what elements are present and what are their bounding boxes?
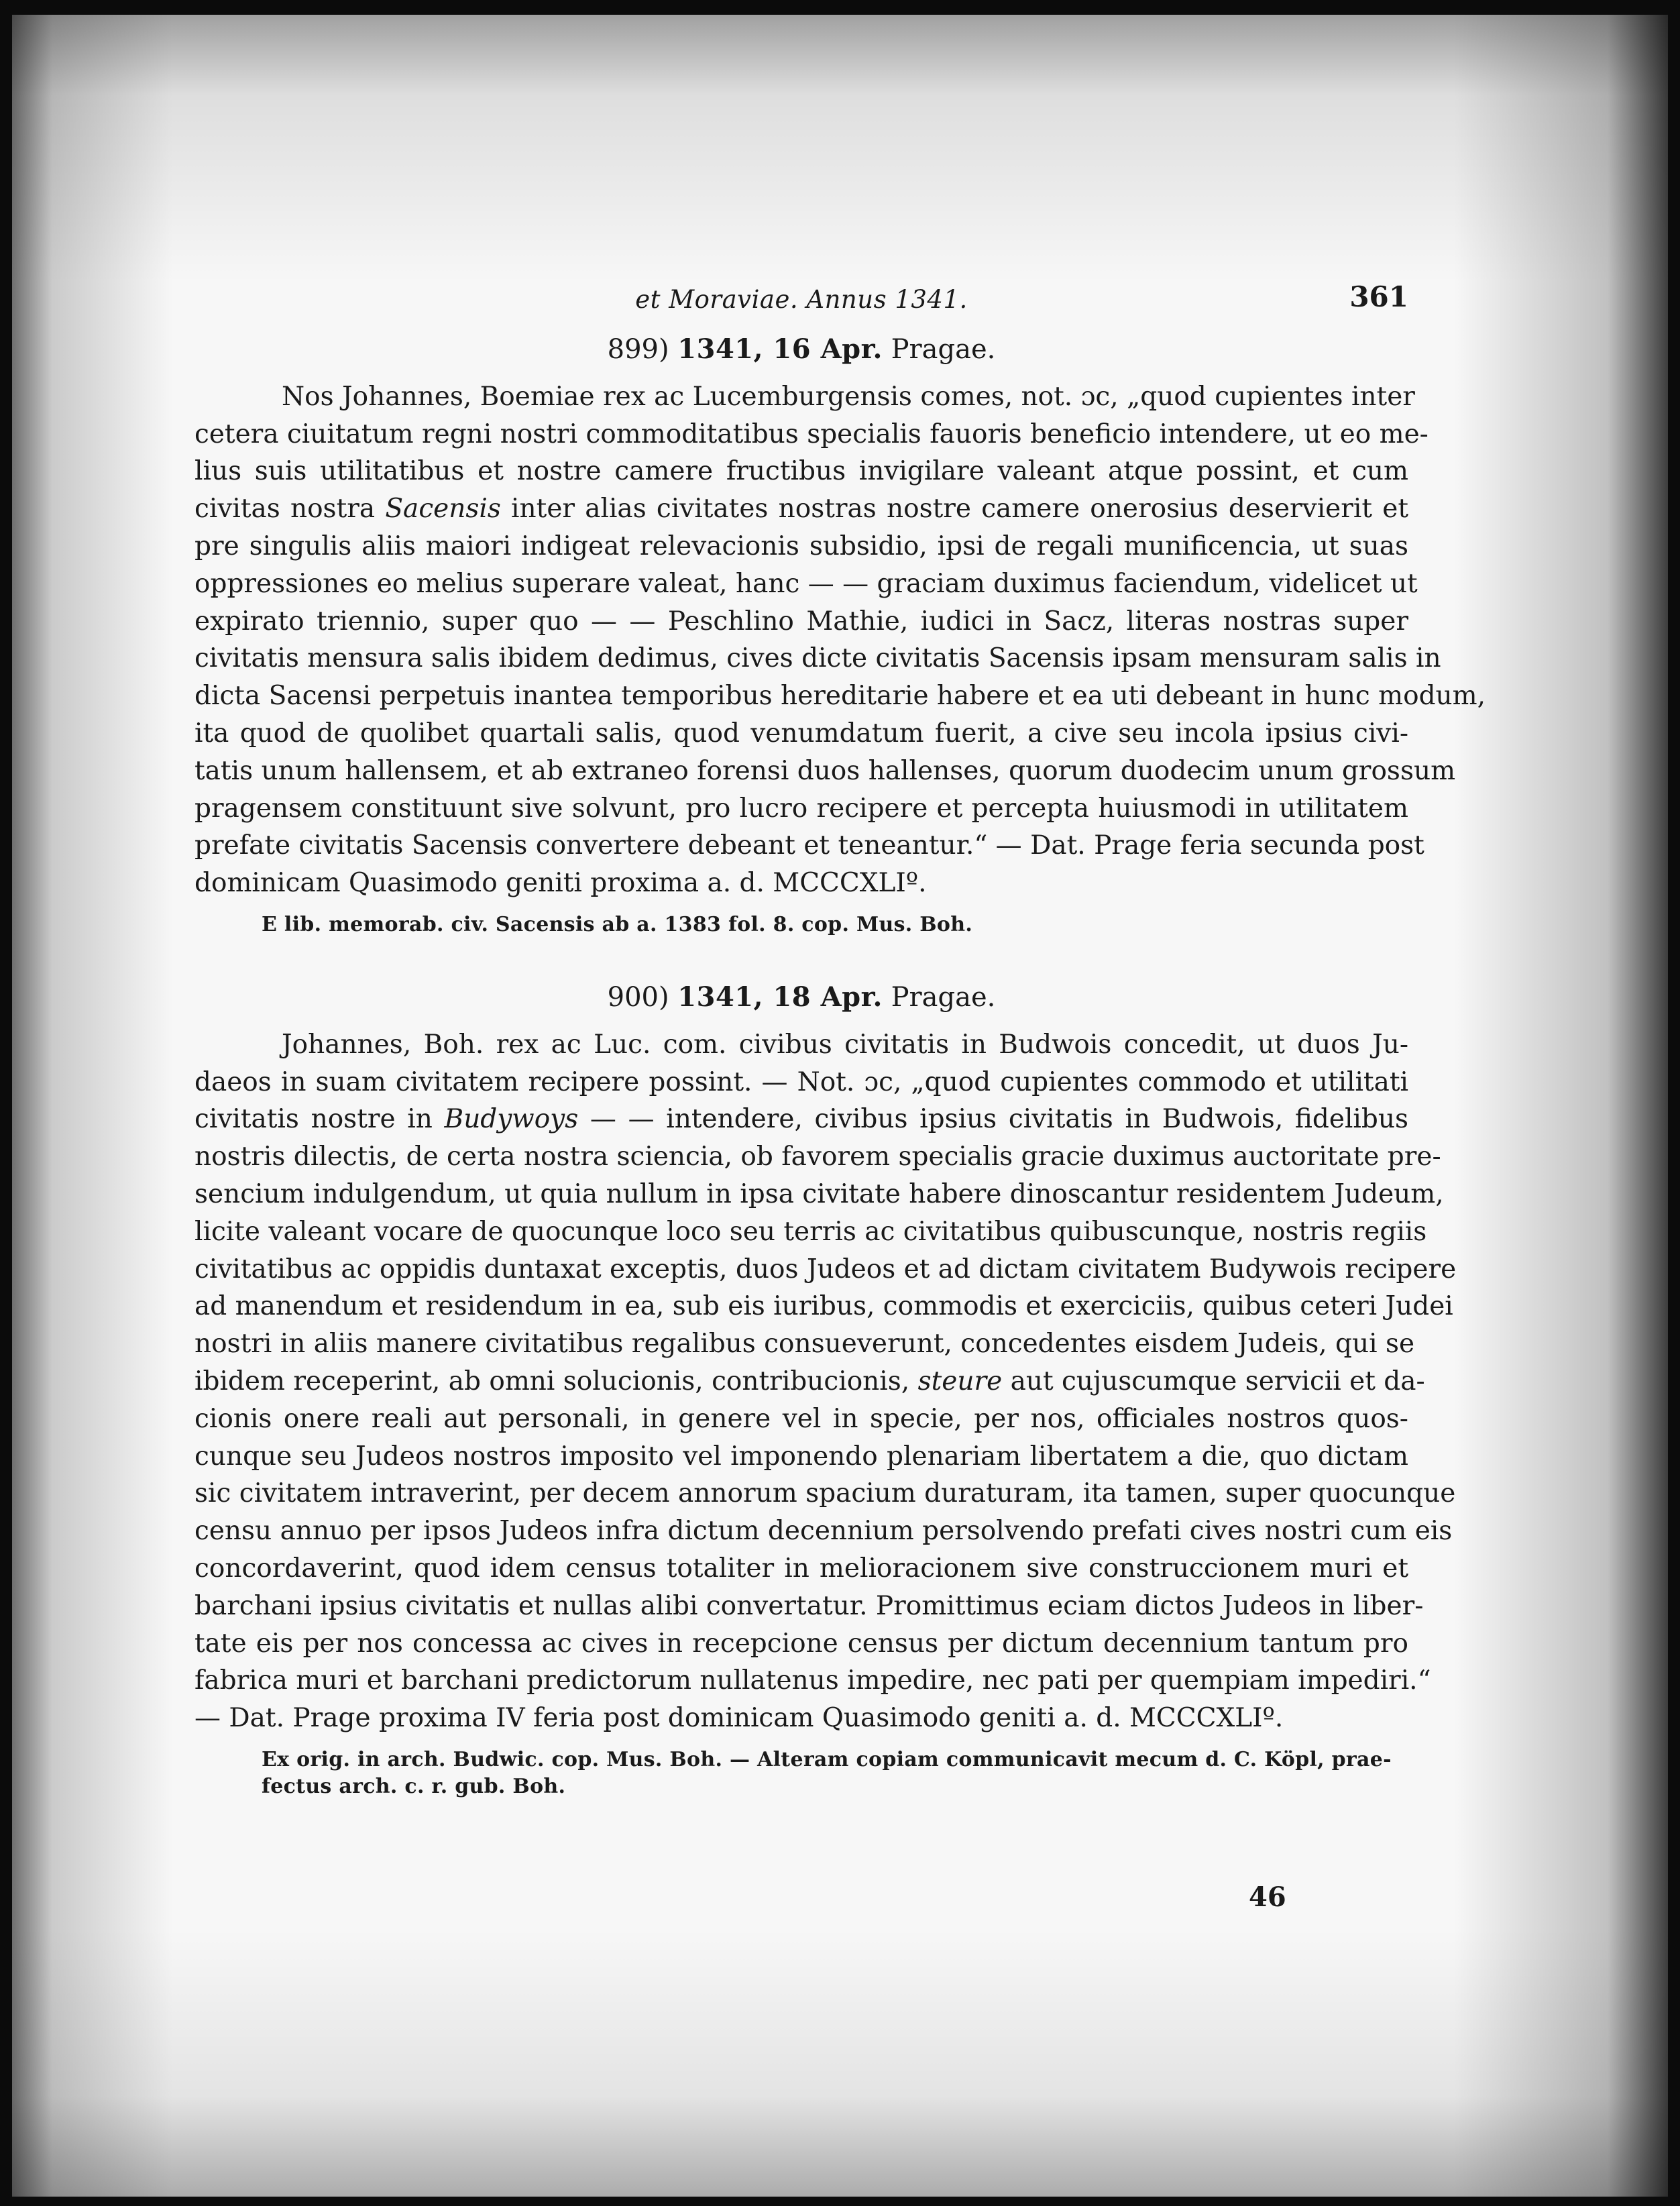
- entry-gap: [194, 938, 1408, 973]
- text-line: [194, 1363, 1425, 1400]
- page-header: [194, 278, 1408, 325]
- text-line: nostris dilectis, de certa nostra sciencia, ob favorem specialis gracie duximus auctoritate pre-: [194, 1142, 1441, 1172]
- book-page: [194, 278, 1486, 1800]
- text-line: Johannes, Boh. rex ac Luc. com. civibus civitatis in Budwois concedit, ut duos Ju-: [282, 1029, 1408, 1060]
- text-line: sic civitatem intraverint, per decem annorum spacium duraturam, ita tamen, super quocunque: [194, 1478, 1456, 1509]
- text-line: dicta Sacensi perpetuis inantea temporibus hereditarie habere et ea uti debeant in hunc modum,: [194, 681, 1486, 712]
- text-line: daeos in suam civitatem recipere possint. — Not. ɔc, „quod cupientes commodo et utilitati: [194, 1066, 1408, 1097]
- text-line: fabrica muri et barchani predictorum nullatenus impedire, nec pati per quempiam impediri.“: [194, 1665, 1431, 1696]
- text-line: tate eis per nos concessa ac cives in recepcione census per dictum decennium tantum pro: [194, 1628, 1408, 1659]
- text-line: concordaverint, quod idem census totaliter in melioracionem sive construccionem muri et: [194, 1553, 1408, 1584]
- text-line: nostri in aliis manere civitatibus regalibus consueverunt, concedentes eisdem Judeis, qui se: [194, 1329, 1415, 1360]
- running-title: et Moraviae. Annus 1341.: [635, 285, 968, 314]
- text-line: — Dat. Prage proxima IV feria post dominicam Quasimodo geniti a. d. MCCCXLIº.: [194, 1703, 1284, 1734]
- italic-term: steure: [917, 1366, 1003, 1396]
- page-number: 361: [1349, 280, 1408, 313]
- text-line: lius suis utilitatibus et nostre camere fructibus invigilare valeant atque possint, et cum: [194, 456, 1408, 487]
- text-line: civitatis mensura salis ibidem dedimus, cives dicte civitatis Sacensis ipsam mensuram salis in: [194, 643, 1441, 674]
- text-line: prefate civitatis Sacensis convertere debeant et teneantur.“ — Dat. Prage feria secunda post: [194, 830, 1424, 861]
- text-line: sencium indulgendum, ut quia nullum in ipsa civitate habere dinoscantur residentem Judeum,: [194, 1178, 1444, 1209]
- text-line: dominicam Quasimodo geniti proxima a. d. MCCCXLIº.: [194, 868, 927, 899]
- text-line-end: — — intendere, civibus ipsius civitatis in Budwois, fidelibus: [578, 1104, 1408, 1135]
- entry-place: Pragae.: [891, 981, 996, 1013]
- text-line-end: inter alias civitates nostras nostre camere onerosius deservierit et: [500, 494, 1408, 525]
- entry-heading-899: [194, 331, 1408, 369]
- text-line-end: aut cujuscumque servicii et da-: [1002, 1366, 1425, 1396]
- text-line: cetera ciuitatum regni nostri commoditatibus specialis fauoris beneficio intendere, ut eo me-: [194, 419, 1429, 449]
- text-line: barchani ipsius civitatis et nullas alibi convertatur. Promittimus eciam dictos Judeos in liber-: [194, 1590, 1424, 1621]
- text-line: tatis unum hallensem, et ab extraneo forensi duos hallenses, quorum duodecim unum grossum: [194, 755, 1456, 786]
- italic-place-name: Budywoys: [444, 1104, 579, 1135]
- text-line-start: civitatis nostre in: [194, 1104, 445, 1135]
- entry-body-900: [194, 1026, 1457, 1737]
- text-line: ita quod de quolibet quartali salis, quod venumdatum fuerit, a cive seu incola ipsius civi-: [194, 718, 1408, 749]
- entry-date: 1341, 16 Apr.: [677, 333, 883, 365]
- entry-date: 1341, 18 Apr.: [677, 981, 883, 1013]
- text-line: oppressiones eo melius superare valeat, hanc — — graciam duximus faciendum, videlicet ut: [194, 568, 1418, 599]
- text-line: cunque seu Judeos nostros imposito vel imponendo plenariam libertatem a die, quo dictam: [194, 1441, 1408, 1472]
- entry-number: 900): [607, 981, 669, 1013]
- text-line: licite valeant vocare de quocunque loco seu terris ac civitatibus quibuscunque, nostris regiis: [194, 1216, 1427, 1247]
- text-line: cionis onere reali aut personali, in genere vel in specie, per nos, officiales nostros quos-: [194, 1403, 1408, 1434]
- entry-number: 899): [607, 334, 669, 365]
- text-line-start: civitas nostra: [194, 494, 386, 525]
- text-line: pragensem constituunt sive solvunt, pro lucro recipere et percepta huiusmodi in utilitatem: [194, 793, 1408, 824]
- source-note-899: E lib. memorab. civ. Sacensis ab a. 1383 fol. 8. cop. Mus. Boh.: [262, 912, 973, 936]
- text-line: [194, 490, 1408, 528]
- signature-mark: 46: [1249, 1881, 1286, 1913]
- text-line: pre singulis aliis maiori indigeat relevacionis subsidio, ipsi de regali munificencia, ut suas: [194, 531, 1408, 561]
- entry-body-899: [194, 378, 1486, 902]
- source-note-line: Ex orig. in arch. Budwic. cop. Mus. Boh. — Alteram copiam communicavit mecum d. C. Köpl, prae-: [262, 1747, 1392, 1771]
- text-line: expirato triennio, super quo — — Peschlino Mathie, iudici in Sacz, literas nostras super: [194, 606, 1408, 637]
- text-line: Nos Johannes, Boemiae rex ac Lucemburgensis comes, not. ɔc, „quod cupientes inter: [282, 381, 1415, 412]
- text-line-start: ibidem receperint, ab omni solucionis, contribucionis,: [194, 1366, 918, 1396]
- italic-place-name: Sacensis: [385, 494, 501, 525]
- entry-heading-900: [194, 979, 1408, 1017]
- text-line: ad manendum et residendum in ea, sub eis iuribus, commodis et exerciciis, quibus ceteri Judei: [194, 1291, 1453, 1322]
- text-line: censu annuo per ipsos Judeos infra dictum decennium persolvendo prefati cives nostri cum eis: [194, 1516, 1453, 1547]
- entry-place: Pragae.: [891, 334, 996, 365]
- source-note-line: fectus arch. c. r. gub. Boh.: [262, 1774, 566, 1798]
- text-line: [194, 1101, 1408, 1138]
- source-note-900: [262, 1747, 1408, 1800]
- text-line: civitatibus ac oppidis duntaxat exceptis, duos Judeos et ad dictam civitatem Budywois recipere: [194, 1254, 1457, 1284]
